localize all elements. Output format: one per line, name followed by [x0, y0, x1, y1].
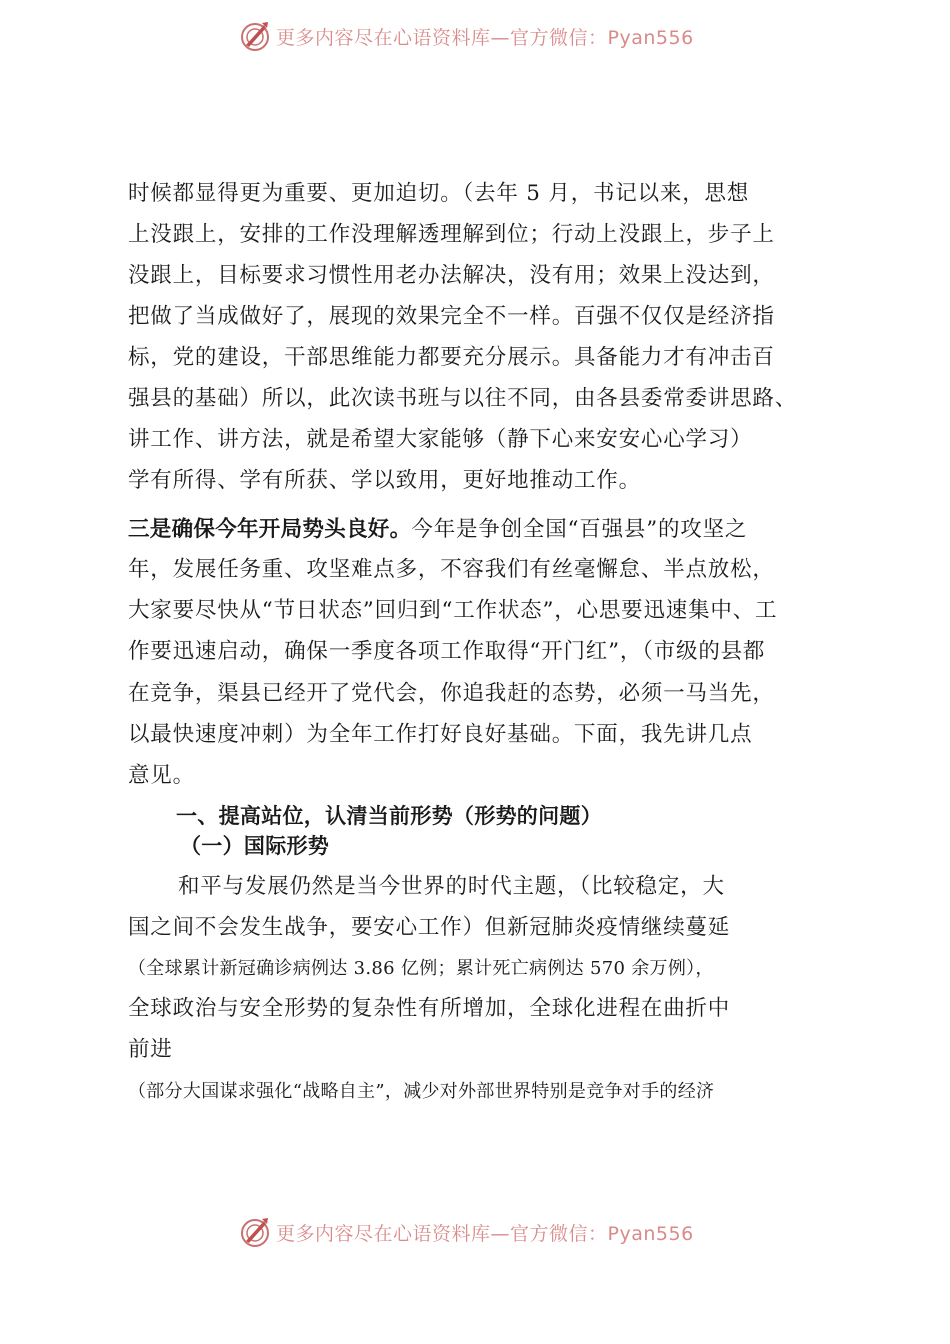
body-line: 和平与发展仍然是当今世界的时代主题，（比较稳定，大: [178, 874, 725, 899]
watermark-text: 更多内容尽在心语资料库—官方微信：Pyan556: [276, 26, 694, 49]
body-line: 学有所得、学有所获、学以致用，更好地推动工作。: [128, 468, 641, 493]
body-line: 上没跟上，安排的工作没理解透理解到位；行动上没跟上，步子上: [128, 222, 775, 247]
logo-icon: [238, 1215, 272, 1249]
body-line: 前进: [128, 1037, 173, 1062]
watermark-text: 更多内容尽在心语资料库—官方微信：Pyan556: [276, 1222, 694, 1245]
body-line: 作要迅速启动，确保一季度各项工作取得“开门红”，（市级的县都: [128, 639, 766, 664]
logo-icon: [238, 19, 272, 53]
body-line-small: （部分大国谋求强化“战略自主”，减少对外部世界特别是竞争对手的经济: [128, 1081, 715, 1102]
footer-watermark: [0, 1212, 950, 1252]
body-line: 没跟上，目标要求习惯性用老办法解决，没有用；效果上没达到，: [128, 263, 775, 288]
body-line-small: （全球累计新冠确诊病例达 3.86 亿例；累计死亡病例达 570 余万例），: [128, 958, 714, 979]
body-line: 把做了当成做好了，展现的效果完全不一样。百强不仅仅是经济指: [128, 304, 775, 329]
para2-heading: 三是确保今年开局势头良好。: [128, 517, 412, 542]
header-watermark: [0, 16, 950, 56]
body-line: 在竞争，渠县已经开了党代会，你追我赶的态势，必须一马当先，: [128, 681, 775, 706]
body-line: 时候都显得更为重要、更加迫切。（去年 5 月，书记以来，思想: [128, 181, 750, 206]
body-line: 全球政治与安全形势的复杂性有所增加，全球化进程在曲折中: [128, 996, 731, 1021]
section-heading: 一、提高站位，认清当前形势（形势的问题）: [176, 804, 602, 828]
para2-first-line: 三是确保今年开局势头良好。今年是争创全国“百强县”的攻坚之: [128, 517, 748, 542]
subsection-heading: （一）国际形势: [180, 834, 330, 858]
body-line: 标，党的建设，干部思维能力都要充分展示。具备能力才有冲击百: [128, 345, 775, 370]
body-line: 强县的基础）所以，此次读书班与以往不同，由各县委常委讲思路、: [128, 386, 798, 411]
body-line: 以最快速度冲刺）为全年工作打好良好基础。下面，我先讲几点: [128, 722, 753, 747]
body-line: 意见。: [128, 763, 195, 788]
body-line: 国之间不会发生战争，要安心工作）但新冠肺炎疫情继续蔓延: [128, 915, 731, 940]
body-line: 讲工作、讲方法，就是希望大家能够（静下心来安安心心学习）: [128, 427, 753, 452]
body-line: 年，发展任务重、攻坚难点多，不容我们有丝毫懈怠、半点放松，: [128, 557, 775, 582]
body-line: 大家要尽快从“节日状态”回归到“工作状态”，心思要迅速集中、工: [128, 598, 778, 623]
